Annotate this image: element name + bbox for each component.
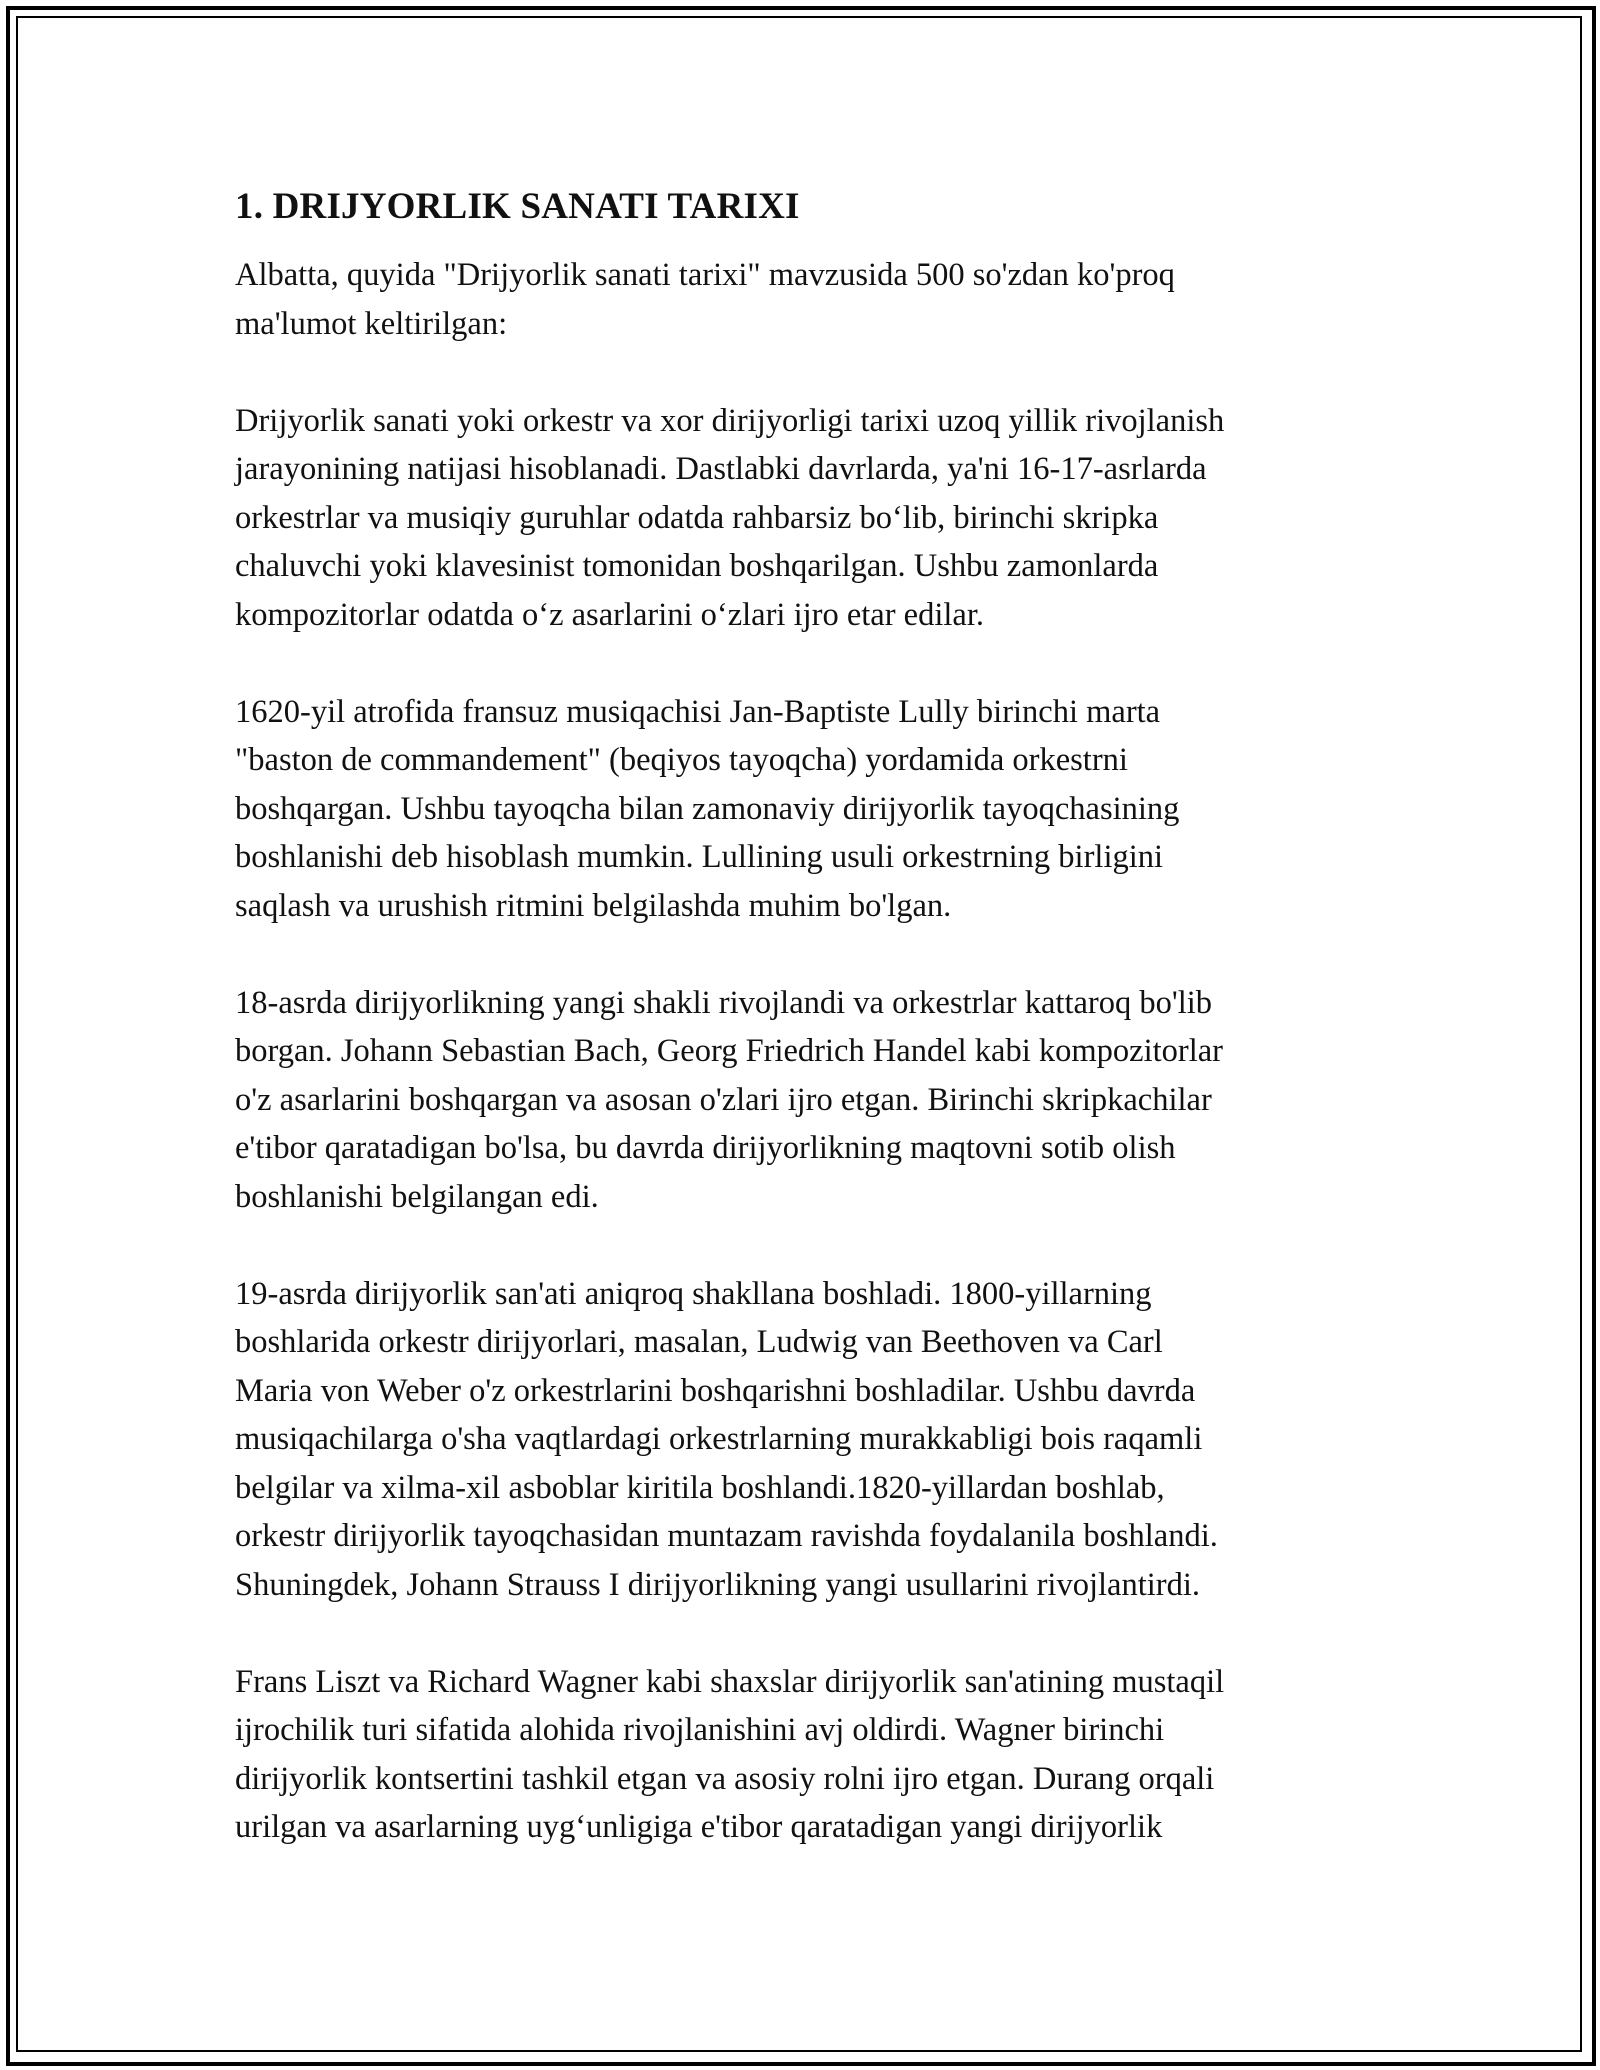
text-line: boshqargan. Ushbu tayoqcha bilan zamonaviy dirijyorlik tayoqchasining: [235, 790, 1180, 827]
document-body: [235, 185, 1375, 1900]
text-line: 19-asrda dirijyorlik san'ati aniqroq shakllana boshladi. 1800-yillarning: [235, 1275, 1152, 1312]
text-line: urilgan va asarlarning uyg‘unligiga e'tibor qaratadigan yangi dirijyorlik: [235, 1809, 1163, 1845]
text-line: o'z asarlarini boshqargan va asosan o'zlari ijro etgan. Birinchi skripkachilar: [235, 1081, 1212, 1118]
text-line: boshlarida orkestr dirijyorlari, masalan, Ludwig van Beethoven va Carl: [235, 1324, 1163, 1360]
text-line: ijrochilik turi sifatida alohida rivojlanishini avj oldirdi. Wagner birinchi: [235, 1712, 1165, 1748]
text-line: Albatta, quyida "Drijyorlik sanati tarixi" mavzusida 500 so'zdan ko'proq: [235, 257, 1175, 293]
text-line: boshlanishi deb hisoblash mumkin. Lullining usuli orkestrning birligini: [235, 839, 1164, 875]
paragraph-list: [235, 251, 1375, 1852]
text-line: belgilar va xilma-xil asboblar kiritila boshlandi.1820-yillardan boshlab,: [235, 1469, 1165, 1506]
text-line: kompozitorlar odatda o‘z asarlarini o‘zlari ijro etar edilar.: [235, 596, 984, 633]
paragraph: [235, 688, 1375, 931]
text-line: dirijyorlik kontsertini tashkil etgan va asosiy rolni ijro etgan. Durang orqali: [235, 1760, 1215, 1797]
text-line: borgan. Johann Sebastian Bach, Georg Friedrich Handel kabi kompozitorlar: [235, 1033, 1223, 1069]
paragraph: [235, 251, 1375, 348]
text-line: ma'lumot keltirilgan:: [235, 305, 508, 342]
text-line: saqlash va urushish ritmini belgilashda muhim bo'lgan.: [235, 887, 952, 924]
text-line: orkestrlar va musiqiy guruhlar odatda rahbarsiz bo‘lib, birinchi skripka: [235, 499, 1159, 536]
text-line: Shuningdek, Johann Strauss I dirijyorlikning yangi usullarini rivojlantirdi.: [235, 1566, 1200, 1603]
text-line: e'tibor qaratadigan bo'lsa, bu davrda dirijyorlikning maqtovni sotib olish: [235, 1130, 1176, 1166]
text-line: Drijyorlik sanati yoki orkestr va xor dirijyorligi tarixi uzoq yillik rivojlanish: [235, 402, 1225, 439]
text-line: orkestr dirijyorlik tayoqchasidan muntazam ravishda foydalanila boshlandi.: [235, 1518, 1218, 1554]
text-line: musiqachilarga o'sha vaqtlardagi orkestrlarning murakkabligi bois raqamli: [235, 1421, 1203, 1457]
paragraph: [235, 1658, 1375, 1852]
text-line: 18-asrda dirijyorlikning yangi shakli rivojlandi va orkestrlar kattaroq bo'lib: [235, 984, 1213, 1021]
paragraph: [235, 1270, 1375, 1610]
text-line: Frans Liszt va Richard Wagner kabi shaxslar dirijyorlik san'atining mustaqil: [235, 1663, 1225, 1700]
paragraph: [235, 397, 1375, 640]
text-line: "baston de commandement" (beqiyos tayoqcha) yordamida orkestrni: [235, 742, 1128, 778]
text-line: boshlanishi belgilangan edi.: [235, 1178, 599, 1215]
text-line: Maria von Weber o'z orkestrlarini boshqarishni boshladilar. Ushbu davrda: [235, 1372, 1196, 1409]
text-line: jarayonining natijasi hisoblanadi. Dastlabki davrlarda, ya'ni 16-17-asrlarda: [235, 451, 1207, 487]
text-line: 1620-yil atrofida fransuz musiqachisi Jan-Baptiste Lully birinchi marta: [235, 693, 1161, 730]
text-line: chaluvchi yoki klavesinist tomonidan boshqarilgan. Ushbu zamonlarda: [235, 548, 1159, 584]
paragraph: [235, 979, 1375, 1222]
page-title: 1. DRIJYORLIK SANATI TARIXI: [235, 186, 800, 227]
